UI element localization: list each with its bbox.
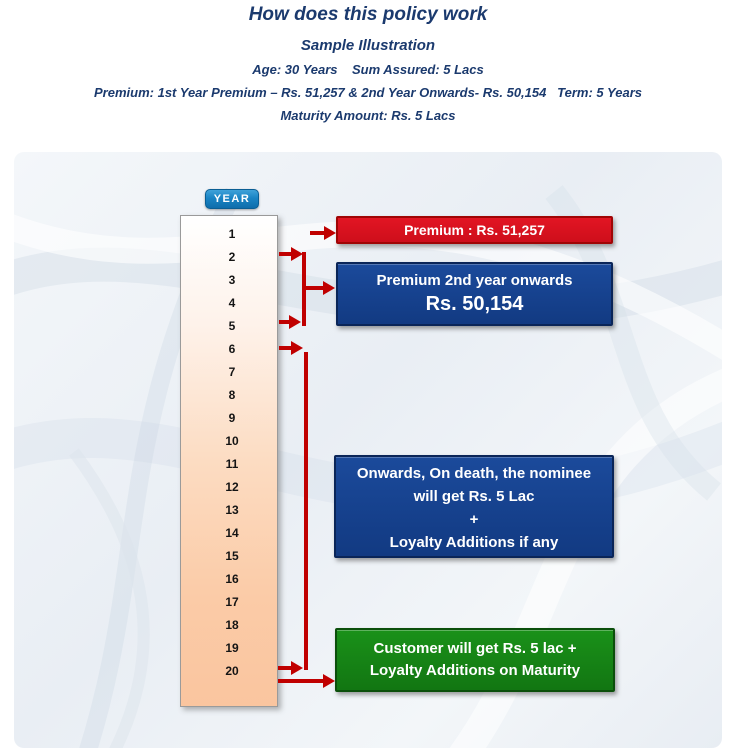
maturity-line2: Loyalty Additions on Maturity — [369, 662, 581, 679]
year-cell: 12 — [225, 480, 239, 494]
year-cell: 13 — [225, 503, 239, 517]
arrow-year1-to-premium-box — [310, 231, 324, 235]
info-line-premium-term: Premium: 1st Year Premium – Rs. 51,257 & 2nd Year Onwards- Rs. 50,154 Term: 5 Years — [94, 85, 642, 100]
subtitle: Sample Illustration — [300, 37, 436, 54]
year-cell: 11 — [225, 457, 239, 471]
maturity-line1: Customer will get Rs. 5 lac + — [373, 640, 577, 657]
arrow-year5-to-bracket — [279, 320, 289, 324]
year-cell: 6 — [228, 342, 236, 356]
year-column — [180, 215, 278, 707]
death-benefit-plus: + — [469, 511, 479, 528]
year-cell: 17 — [225, 595, 239, 609]
bracket-years-6-to-20 — [304, 352, 308, 670]
header — [0, 0, 736, 124]
year-badge: YEAR — [205, 189, 259, 209]
year-cell: 20 — [225, 664, 239, 678]
year-cell: 3 — [228, 273, 236, 287]
arrow-year6-to-bracket — [279, 346, 291, 350]
year-cell: 1 — [228, 227, 236, 241]
premium-onwards-box — [336, 262, 613, 326]
page-title: How does this policy work — [248, 4, 488, 25]
year-cell: 4 — [228, 296, 236, 310]
premium-onwards-line1: Premium 2nd year onwards — [376, 272, 573, 289]
year-cell: 9 — [228, 411, 236, 425]
death-benefit-line4: Loyalty Additions if any — [389, 534, 559, 551]
year-cell: 18 — [225, 618, 239, 632]
death-benefit-line1: Onwards, On death, the nominee — [356, 465, 592, 482]
death-benefit-line2: will get Rs. 5 Lac — [413, 488, 535, 505]
year-cell: 2 — [228, 250, 236, 264]
arrow-bracket-to-onwards-box — [304, 286, 323, 290]
diagram-panel — [14, 152, 722, 748]
premium-first-year-box — [336, 216, 613, 244]
year-cell: 8 — [228, 388, 236, 402]
premium-onwards-amount: Rs. 50,154 — [425, 293, 524, 315]
year-cell: 16 — [225, 572, 239, 586]
year-cell: 14 — [225, 526, 239, 540]
year-cell: 7 — [228, 365, 236, 379]
death-benefit-box — [334, 455, 614, 558]
year-cell: 15 — [225, 549, 239, 563]
arrow-year20-to-bracket — [278, 666, 291, 670]
premium-first-year-text: Premium : Rs. 51,257 — [404, 222, 545, 238]
maturity-box — [335, 628, 615, 692]
year-cell: 19 — [225, 641, 239, 655]
year-cell: 5 — [228, 319, 236, 333]
year-cell: 10 — [225, 434, 239, 448]
info-line-maturity: Maturity Amount: Rs. 5 Lacs — [280, 108, 456, 123]
info-line-age-sum: Age: 30 Years Sum Assured: 5 Lacs — [252, 62, 484, 77]
arrow-year20-to-maturity-box — [278, 679, 323, 683]
arrow-year2-to-bracket — [279, 252, 291, 256]
